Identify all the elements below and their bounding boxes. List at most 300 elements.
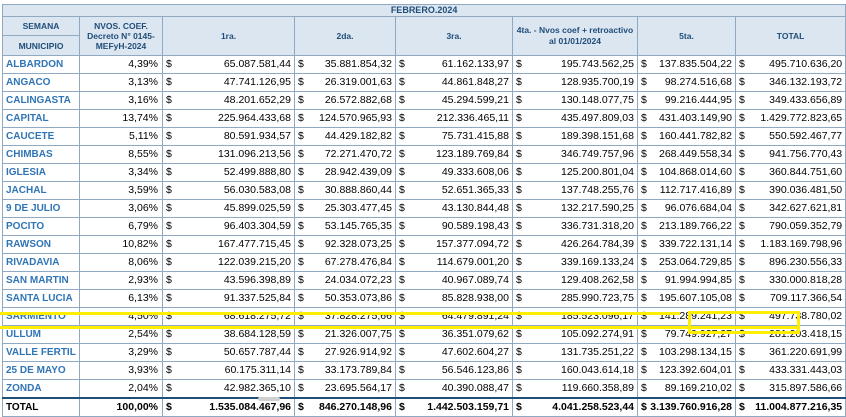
q2-amount-cell: 26.572.882,68 bbox=[307, 92, 396, 110]
currency-symbol: $ bbox=[163, 236, 175, 254]
q1-amount-cell: 38.684.128,59 bbox=[175, 326, 295, 344]
currency-symbol: $ bbox=[736, 74, 748, 92]
currency-symbol: $ bbox=[513, 290, 525, 308]
currency-symbol: $ bbox=[736, 254, 748, 272]
municipio-cell: TOTAL bbox=[3, 398, 80, 417]
currency-symbol: $ bbox=[638, 164, 650, 182]
currency-symbol: $ bbox=[396, 254, 408, 272]
table-row bbox=[3, 146, 846, 164]
currency-symbol: $ bbox=[163, 200, 175, 218]
currency-symbol: $ bbox=[736, 110, 748, 128]
q1-amount-cell: 91.337.525,84 bbox=[175, 290, 295, 308]
distribution-table bbox=[2, 4, 846, 417]
currency-symbol: $ bbox=[295, 128, 307, 146]
currency-symbol: $ bbox=[295, 236, 307, 254]
currency-symbol: $ bbox=[638, 146, 650, 164]
horizontal-scrollbar[interactable] bbox=[258, 397, 280, 401]
header-semana: SEMANA bbox=[3, 17, 80, 36]
coef-cell: 3,59% bbox=[80, 182, 163, 200]
q4-amount-cell: 339.169.133,24 bbox=[525, 254, 638, 272]
total-amount-cell: 1.183.169.798,96 bbox=[748, 236, 846, 254]
currency-symbol: $ bbox=[736, 56, 748, 74]
currency-symbol: $ bbox=[396, 200, 408, 218]
table-row bbox=[3, 56, 846, 74]
currency-symbol: $ bbox=[163, 128, 175, 146]
currency-symbol: $ bbox=[638, 398, 650, 417]
table-row bbox=[3, 164, 846, 182]
currency-symbol: $ bbox=[295, 182, 307, 200]
q1-amount-cell: 43.596.398,89 bbox=[175, 272, 295, 290]
municipio-cell: SANTA LUCIA bbox=[3, 290, 80, 308]
q4-amount-cell: 137.748.255,76 bbox=[525, 182, 638, 200]
table-row bbox=[3, 236, 846, 254]
municipio-cell: SARMIENTO bbox=[3, 308, 80, 326]
q4-amount-cell: 4.041.258.523,44 bbox=[525, 398, 638, 417]
q3-amount-cell: 114.679.001,20 bbox=[408, 254, 513, 272]
header-week-3: 3ra. bbox=[396, 17, 513, 56]
total-amount-cell: 346.132.193,72 bbox=[748, 74, 846, 92]
municipio-cell: CALINGASTA bbox=[3, 92, 80, 110]
q1-amount-cell: 96.403.304,59 bbox=[175, 218, 295, 236]
municipio-cell: IGLESIA bbox=[3, 164, 80, 182]
table-body bbox=[3, 56, 846, 399]
q3-amount-cell: 47.602.604,27 bbox=[408, 344, 513, 362]
total-amount-cell: 390.036.481,50 bbox=[748, 182, 846, 200]
table-row bbox=[3, 110, 846, 128]
currency-symbol: $ bbox=[295, 290, 307, 308]
q5-amount-cell: 431.403.149,90 bbox=[650, 110, 736, 128]
total-amount-cell: 497.738.780,02 bbox=[748, 308, 846, 326]
currency-symbol: $ bbox=[513, 74, 525, 92]
header-week-1: 1ra. bbox=[163, 17, 295, 56]
currency-symbol: $ bbox=[736, 272, 748, 290]
q5-amount-cell: 104.868.014,60 bbox=[650, 164, 736, 182]
q2-amount-cell: 92.328.073,25 bbox=[307, 236, 396, 254]
currency-symbol: $ bbox=[736, 398, 748, 417]
q4-amount-cell: 435.497.809,03 bbox=[525, 110, 638, 128]
currency-symbol: $ bbox=[163, 254, 175, 272]
currency-symbol: $ bbox=[513, 380, 525, 399]
coef-cell: 100,00% bbox=[80, 398, 163, 417]
coef-cell: 6,79% bbox=[80, 218, 163, 236]
q2-amount-cell: 21.326.007,75 bbox=[307, 326, 396, 344]
header-week-2: 2da. bbox=[295, 17, 396, 56]
q2-amount-cell: 28.942.439,09 bbox=[307, 164, 396, 182]
q3-amount-cell: 45.294.599,21 bbox=[408, 92, 513, 110]
q1-amount-cell: 56.030.583,08 bbox=[175, 182, 295, 200]
currency-symbol: $ bbox=[396, 398, 408, 417]
total-amount-cell: 790.059.352,79 bbox=[748, 218, 846, 236]
currency-symbol: $ bbox=[396, 164, 408, 182]
municipio-cell: SAN MARTIN bbox=[3, 272, 80, 290]
currency-symbol: $ bbox=[638, 110, 650, 128]
coef-cell: 3,13% bbox=[80, 74, 163, 92]
currency-symbol: $ bbox=[638, 236, 650, 254]
currency-symbol: $ bbox=[396, 146, 408, 164]
q2-amount-cell: 37.828.275,66 bbox=[307, 308, 396, 326]
currency-symbol: $ bbox=[638, 200, 650, 218]
coef-cell: 3,16% bbox=[80, 92, 163, 110]
q3-amount-cell: 212.336.465,11 bbox=[408, 110, 513, 128]
currency-symbol: $ bbox=[163, 362, 175, 380]
currency-symbol: $ bbox=[638, 74, 650, 92]
q5-amount-cell: 160.441.782,82 bbox=[650, 128, 736, 146]
currency-symbol: $ bbox=[736, 92, 748, 110]
q3-amount-cell: 52.651.365,33 bbox=[408, 182, 513, 200]
q5-amount-cell: 3.139.760.916,28 bbox=[650, 398, 736, 417]
currency-symbol: $ bbox=[736, 164, 748, 182]
currency-symbol: $ bbox=[513, 308, 525, 326]
q4-amount-cell: 105.092.274,91 bbox=[525, 326, 638, 344]
currency-symbol: $ bbox=[513, 110, 525, 128]
currency-symbol: $ bbox=[513, 254, 525, 272]
currency-symbol: $ bbox=[295, 146, 307, 164]
currency-symbol: $ bbox=[396, 236, 408, 254]
municipio-cell: ZONDA bbox=[3, 380, 80, 399]
q1-amount-cell: 131.096.213,56 bbox=[175, 146, 295, 164]
currency-symbol: $ bbox=[163, 308, 175, 326]
coef-cell: 2,54% bbox=[80, 326, 163, 344]
currency-symbol: $ bbox=[396, 56, 408, 74]
q2-amount-cell: 25.303.477,45 bbox=[307, 200, 396, 218]
q4-amount-cell: 129.408.262,58 bbox=[525, 272, 638, 290]
currency-symbol: $ bbox=[736, 182, 748, 200]
coef-cell: 3,06% bbox=[80, 200, 163, 218]
currency-symbol: $ bbox=[638, 344, 650, 362]
currency-symbol: $ bbox=[638, 326, 650, 344]
total-amount-cell: 550.592.467,77 bbox=[748, 128, 846, 146]
currency-symbol: $ bbox=[163, 182, 175, 200]
q5-amount-cell: 195.607.105,08 bbox=[650, 290, 736, 308]
currency-symbol: $ bbox=[163, 92, 175, 110]
currency-symbol: $ bbox=[513, 164, 525, 182]
table-row bbox=[3, 128, 846, 146]
currency-symbol: $ bbox=[513, 236, 525, 254]
q2-amount-cell: 33.173.789,84 bbox=[307, 362, 396, 380]
table-row bbox=[3, 74, 846, 92]
total-amount-cell: 709.117.366,54 bbox=[748, 290, 846, 308]
q2-amount-cell: 24.034.072,23 bbox=[307, 272, 396, 290]
currency-symbol: $ bbox=[736, 128, 748, 146]
q3-amount-cell: 75.731.415,88 bbox=[408, 128, 513, 146]
currency-symbol: $ bbox=[638, 272, 650, 290]
table-row bbox=[3, 92, 846, 110]
q3-amount-cell: 36.351.079,62 bbox=[408, 326, 513, 344]
currency-symbol: $ bbox=[513, 182, 525, 200]
q1-amount-cell: 225.964.433,68 bbox=[175, 110, 295, 128]
q1-amount-cell: 42.982.365,10 bbox=[175, 380, 295, 399]
q3-amount-cell: 64.479.891,24 bbox=[408, 308, 513, 326]
total-amount-cell: 361.220.691,99 bbox=[748, 344, 846, 362]
currency-symbol: $ bbox=[396, 362, 408, 380]
total-amount-cell: 941.756.770,43 bbox=[748, 146, 846, 164]
q5-amount-cell: 99.216.444,95 bbox=[650, 92, 736, 110]
currency-symbol: $ bbox=[295, 254, 307, 272]
q2-amount-cell: 35.881.854,32 bbox=[307, 56, 396, 74]
total-amount-cell: 896.230.556,33 bbox=[748, 254, 846, 272]
coef-cell: 10,82% bbox=[80, 236, 163, 254]
currency-symbol: $ bbox=[638, 56, 650, 74]
q1-amount-cell: 1.535.084.467,96 bbox=[175, 398, 295, 417]
q2-amount-cell: 23.695.564,17 bbox=[307, 380, 396, 399]
currency-symbol: $ bbox=[295, 164, 307, 182]
currency-symbol: $ bbox=[163, 326, 175, 344]
table-row bbox=[3, 218, 846, 236]
currency-symbol: $ bbox=[396, 110, 408, 128]
currency-symbol: $ bbox=[736, 290, 748, 308]
q5-amount-cell: 268.449.558,34 bbox=[650, 146, 736, 164]
table-row bbox=[3, 200, 846, 218]
currency-symbol: $ bbox=[295, 110, 307, 128]
currency-symbol: $ bbox=[163, 164, 175, 182]
currency-symbol: $ bbox=[638, 218, 650, 236]
currency-symbol: $ bbox=[295, 92, 307, 110]
currency-symbol: $ bbox=[295, 326, 307, 344]
coef-cell: 2,04% bbox=[80, 380, 163, 399]
q3-amount-cell: 44.861.848,27 bbox=[408, 74, 513, 92]
municipio-cell: CAUCETE bbox=[3, 128, 80, 146]
currency-symbol: $ bbox=[295, 398, 307, 417]
coef-cell: 3,34% bbox=[80, 164, 163, 182]
currency-symbol: $ bbox=[513, 218, 525, 236]
currency-symbol: $ bbox=[163, 290, 175, 308]
currency-symbol: $ bbox=[736, 380, 748, 399]
q4-amount-cell: 131.735.251,22 bbox=[525, 344, 638, 362]
total-amount-cell: 342.627.621,81 bbox=[748, 200, 846, 218]
currency-symbol: $ bbox=[638, 380, 650, 399]
currency-symbol: $ bbox=[638, 92, 650, 110]
table-row bbox=[3, 272, 846, 290]
total-amount-cell: 433.331.443,03 bbox=[748, 362, 846, 380]
currency-symbol: $ bbox=[513, 272, 525, 290]
currency-symbol: $ bbox=[295, 74, 307, 92]
currency-symbol: $ bbox=[736, 344, 748, 362]
header-coef: NVOS. COEF. Decreto N° 0145-MEFyH-2024 bbox=[80, 17, 163, 56]
q1-amount-cell: 47.741.126,95 bbox=[175, 74, 295, 92]
q3-amount-cell: 1.442.503.159,71 bbox=[408, 398, 513, 417]
q3-amount-cell: 40.967.089,74 bbox=[408, 272, 513, 290]
currency-symbol: $ bbox=[736, 146, 748, 164]
currency-symbol: $ bbox=[638, 128, 650, 146]
currency-symbol: $ bbox=[163, 380, 175, 399]
q5-amount-cell: 96.076.684,04 bbox=[650, 200, 736, 218]
q1-amount-cell: 122.039.215,20 bbox=[175, 254, 295, 272]
currency-symbol: $ bbox=[638, 254, 650, 272]
municipio-cell: 25 DE MAYO bbox=[3, 362, 80, 380]
q4-amount-cell: 130.148.077,75 bbox=[525, 92, 638, 110]
q3-amount-cell: 123.189.769,84 bbox=[408, 146, 513, 164]
total-amount-cell: 11.004.877.216,35 bbox=[748, 398, 846, 417]
coef-cell: 8,55% bbox=[80, 146, 163, 164]
q5-amount-cell: 123.392.604,01 bbox=[650, 362, 736, 380]
municipio-cell: CHIMBAS bbox=[3, 146, 80, 164]
q5-amount-cell: 112.717.416,89 bbox=[650, 182, 736, 200]
q5-amount-cell: 137.835.504,22 bbox=[650, 56, 736, 74]
currency-symbol: $ bbox=[513, 200, 525, 218]
q3-amount-cell: 49.333.608,06 bbox=[408, 164, 513, 182]
coef-cell: 2,93% bbox=[80, 272, 163, 290]
currency-symbol: $ bbox=[736, 236, 748, 254]
q1-amount-cell: 60.175.311,14 bbox=[175, 362, 295, 380]
q4-amount-cell: 195.743.562,25 bbox=[525, 56, 638, 74]
q4-amount-cell: 426.264.784,39 bbox=[525, 236, 638, 254]
q4-amount-cell: 125.200.801,04 bbox=[525, 164, 638, 182]
currency-symbol: $ bbox=[396, 92, 408, 110]
currency-symbol: $ bbox=[396, 128, 408, 146]
currency-symbol: $ bbox=[736, 200, 748, 218]
table-row bbox=[3, 290, 846, 308]
q3-amount-cell: 43.130.844,48 bbox=[408, 200, 513, 218]
currency-symbol: $ bbox=[295, 380, 307, 399]
total-amount-cell: 349.433.656,89 bbox=[748, 92, 846, 110]
currency-symbol: $ bbox=[163, 74, 175, 92]
currency-symbol: $ bbox=[513, 362, 525, 380]
municipio-cell: ULLUM bbox=[3, 326, 80, 344]
q2-amount-cell: 27.926.914,92 bbox=[307, 344, 396, 362]
municipio-cell: ANGACO bbox=[3, 74, 80, 92]
currency-symbol: $ bbox=[295, 362, 307, 380]
table-row bbox=[3, 362, 846, 380]
q5-amount-cell: 141.289.241,23 bbox=[650, 308, 736, 326]
q4-amount-cell: 189.398.151,68 bbox=[525, 128, 638, 146]
currency-symbol: $ bbox=[396, 308, 408, 326]
currency-symbol: $ bbox=[736, 326, 748, 344]
q4-amount-cell: 128.935.700,19 bbox=[525, 74, 638, 92]
currency-symbol: $ bbox=[736, 218, 748, 236]
currency-symbol: $ bbox=[736, 308, 748, 326]
currency-symbol: $ bbox=[638, 308, 650, 326]
table-row bbox=[3, 182, 846, 200]
q5-amount-cell: 253.064.729,85 bbox=[650, 254, 736, 272]
q4-amount-cell: 185.523.096,17 bbox=[525, 308, 638, 326]
table-row bbox=[3, 344, 846, 362]
coef-cell: 4,50% bbox=[80, 308, 163, 326]
q4-amount-cell: 132.217.590,25 bbox=[525, 200, 638, 218]
q1-amount-cell: 65.087.581,44 bbox=[175, 56, 295, 74]
currency-symbol: $ bbox=[638, 290, 650, 308]
q3-amount-cell: 61.162.133,97 bbox=[408, 56, 513, 74]
currency-symbol: $ bbox=[396, 380, 408, 399]
q1-amount-cell: 167.477.715,45 bbox=[175, 236, 295, 254]
coef-cell: 8,06% bbox=[80, 254, 163, 272]
currency-symbol: $ bbox=[513, 128, 525, 146]
municipio-cell: RIVADAVIA bbox=[3, 254, 80, 272]
total-amount-cell: 1.429.772.823,65 bbox=[748, 110, 846, 128]
highlight-box-total bbox=[688, 311, 800, 334]
q5-amount-cell: 89.169.210,02 bbox=[650, 380, 736, 399]
q2-amount-cell: 44.429.182,82 bbox=[307, 128, 396, 146]
q5-amount-cell: 213.189.766,22 bbox=[650, 218, 736, 236]
municipio-cell: RAWSON bbox=[3, 236, 80, 254]
coef-cell: 5,11% bbox=[80, 128, 163, 146]
currency-symbol: $ bbox=[513, 326, 525, 344]
total-amount-cell: 315.897.586,66 bbox=[748, 380, 846, 399]
q3-amount-cell: 85.828.938,00 bbox=[408, 290, 513, 308]
table-row bbox=[3, 380, 846, 399]
q2-amount-cell: 30.888.860,44 bbox=[307, 182, 396, 200]
q2-amount-cell: 67.278.476,84 bbox=[307, 254, 396, 272]
currency-symbol: $ bbox=[396, 326, 408, 344]
currency-symbol: $ bbox=[295, 272, 307, 290]
municipio-cell: 9 DE JULIO bbox=[3, 200, 80, 218]
municipio-cell: POCITO bbox=[3, 218, 80, 236]
currency-symbol: $ bbox=[163, 56, 175, 74]
q5-amount-cell: 91.994.994,85 bbox=[650, 272, 736, 290]
total-amount-cell: 281.203.418,15 bbox=[748, 326, 846, 344]
q3-amount-cell: 40.390.088,47 bbox=[408, 380, 513, 399]
coef-cell: 6,13% bbox=[80, 290, 163, 308]
total-amount-cell: 330.000.818,28 bbox=[748, 272, 846, 290]
header-municipio: MUNICIPIO bbox=[3, 36, 80, 56]
currency-symbol: $ bbox=[736, 362, 748, 380]
q4-amount-cell: 336.731.318,20 bbox=[525, 218, 638, 236]
header-total: TOTAL bbox=[736, 17, 846, 56]
q2-amount-cell: 50.353.073,86 bbox=[307, 290, 396, 308]
currency-symbol: $ bbox=[396, 182, 408, 200]
currency-symbol: $ bbox=[513, 92, 525, 110]
municipio-cell: CAPITAL bbox=[3, 110, 80, 128]
currency-symbol: $ bbox=[396, 218, 408, 236]
q2-amount-cell: 53.145.765,35 bbox=[307, 218, 396, 236]
highlight-line-lower bbox=[0, 326, 800, 329]
q3-amount-cell: 56.546.123,86 bbox=[408, 362, 513, 380]
total-amount-cell: 360.844.751,60 bbox=[748, 164, 846, 182]
currency-symbol: $ bbox=[295, 218, 307, 236]
q2-amount-cell: 846.270.148,96 bbox=[307, 398, 396, 417]
currency-symbol: $ bbox=[295, 308, 307, 326]
month-title: FEBRERO.2024 bbox=[3, 5, 846, 17]
q4-amount-cell: 160.043.614,18 bbox=[525, 362, 638, 380]
currency-symbol: $ bbox=[396, 290, 408, 308]
q5-amount-cell: 103.298.134,15 bbox=[650, 344, 736, 362]
currency-symbol: $ bbox=[638, 182, 650, 200]
q4-amount-cell: 119.660.358,89 bbox=[525, 380, 638, 399]
currency-symbol: $ bbox=[163, 398, 175, 417]
header-week-4: 4ta. - Nvos coef + retroactivo al 01/01/2024 bbox=[513, 17, 638, 56]
q2-amount-cell: 124.570.965,93 bbox=[307, 110, 396, 128]
q2-amount-cell: 72.271.470,72 bbox=[307, 146, 396, 164]
currency-symbol: $ bbox=[396, 74, 408, 92]
q1-amount-cell: 80.591.934,57 bbox=[175, 128, 295, 146]
q1-amount-cell: 48.201.652,29 bbox=[175, 92, 295, 110]
currency-symbol: $ bbox=[638, 362, 650, 380]
currency-symbol: $ bbox=[295, 200, 307, 218]
currency-symbol: $ bbox=[295, 344, 307, 362]
currency-symbol: $ bbox=[396, 272, 408, 290]
currency-symbol: $ bbox=[396, 344, 408, 362]
q3-amount-cell: 90.589.198,43 bbox=[408, 218, 513, 236]
currency-symbol: $ bbox=[513, 344, 525, 362]
currency-symbol: $ bbox=[163, 110, 175, 128]
municipio-cell: JACHAL bbox=[3, 182, 80, 200]
currency-symbol: $ bbox=[163, 272, 175, 290]
currency-symbol: $ bbox=[163, 218, 175, 236]
highlight-line-upper bbox=[0, 312, 680, 315]
totals-row bbox=[3, 398, 846, 417]
table-footer bbox=[3, 398, 846, 417]
table-row bbox=[3, 254, 846, 272]
q4-amount-cell: 346.749.757,96 bbox=[525, 146, 638, 164]
q1-amount-cell: 52.499.888,80 bbox=[175, 164, 295, 182]
q3-amount-cell: 157.377.094,72 bbox=[408, 236, 513, 254]
coef-cell: 4,39% bbox=[80, 56, 163, 74]
coef-cell: 3,29% bbox=[80, 344, 163, 362]
coef-cell: 3,93% bbox=[80, 362, 163, 380]
currency-symbol: $ bbox=[163, 344, 175, 362]
municipio-cell: ALBARDON bbox=[3, 56, 80, 74]
q1-amount-cell: 50.657.787,44 bbox=[175, 344, 295, 362]
q2-amount-cell: 26.319.001,63 bbox=[307, 74, 396, 92]
